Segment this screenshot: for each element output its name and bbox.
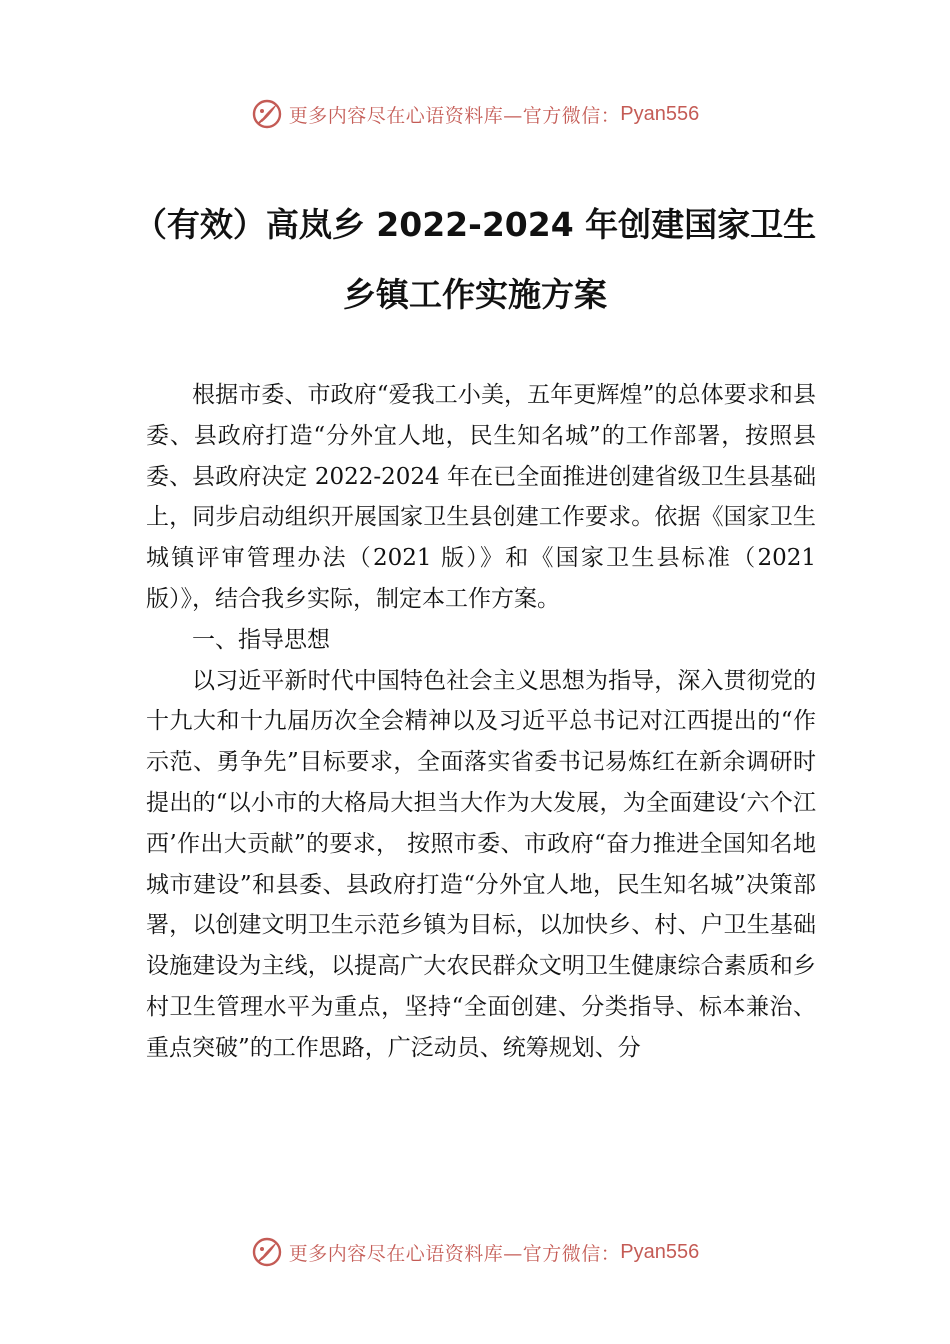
quill-seal-logo-icon bbox=[251, 98, 283, 130]
section-paragraph-guiding-ideology: 以习近平新时代中国特色社会主义思想为指导，深入贯彻党的十九大和十九届历次全会精神以及习近平总书记对江西提出的“作示范、勇争先”目标要求，全面落实省委书记易炼红在新余调研时提出的“以小市的大格局大担当大作为大发展，为全面建设‘六个江西’作出大贡献”的要求， 按照市委、市政府“奋力推进全国知名地城市建设”和县委、县政府打造“分外宜人地，民生知名城”决策部署，以创建文明卫生示范乡镇为目标，以加快乡、村、户卫生基础设施建设为主线，以提高广大农民群众文明卫生健康综合素质和乡村卫生管理水平为重点，坚持“全面创建、分类指导、标本兼治、重点突破”的工作思路，广泛动员、统筹规划、分 bbox=[146, 667, 816, 1061]
footer-banner bbox=[0, 1232, 950, 1272]
banner-text: 更多内容尽在心语资料库—官方微信： bbox=[288, 1242, 621, 1265]
document-body bbox=[146, 375, 816, 1069]
banner-wechat-id: Pyan556 bbox=[620, 1240, 700, 1263]
header-banner bbox=[0, 94, 950, 134]
section-heading-guiding-ideology: 一、指导思想 bbox=[192, 626, 330, 653]
quill-seal-logo-icon bbox=[251, 1236, 283, 1268]
banner-wechat-id: Pyan556 bbox=[620, 102, 700, 125]
document-title: （有效）高岚乡 2022-2024 年创建国家卫生乡镇工作实施方案 bbox=[133, 205, 817, 314]
banner-text: 更多内容尽在心语资料库—官方微信： bbox=[288, 104, 621, 127]
intro-paragraph: 根据市委、市政府“爱我工小美，五年更辉煌”的总体要求和县委、县政府打造“分外宜人地，民生知名城”的工作部署，按照县委、县政府决定 2022-2024 年在已全面推进创建省级卫生县基础上，同步启动组织开展国家卫生县创建工作要求。依据《国家卫生城镇评审管理办法（2021 版）》和《国家卫生县标准（2021 版）》，结合我乡实际，制定本工作方案。 bbox=[146, 382, 816, 612]
